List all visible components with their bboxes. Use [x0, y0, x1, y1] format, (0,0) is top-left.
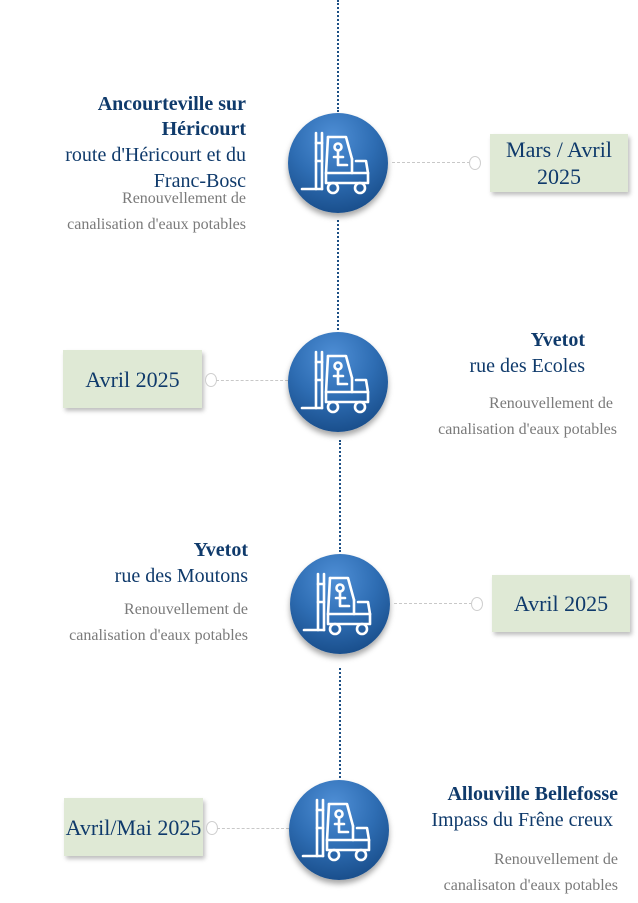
- timeline-item-4-text: [405, 782, 618, 833]
- city-name: Ancourteville sur Héricourt: [97, 93, 246, 140]
- street-name: Impass du Frêne creux: [431, 809, 613, 831]
- timeline-item-2-text: [420, 328, 585, 379]
- forklift-icon: [300, 344, 376, 420]
- date-badge: Mars / Avril 2025: [490, 134, 628, 192]
- work-description: Renouvellement de canalisation d'eaux potables: [69, 601, 248, 644]
- city-name: Allouville Bellefosse: [447, 783, 618, 805]
- city-name: Yvetot: [530, 329, 585, 351]
- timeline-line: [337, 0, 339, 112]
- timeline-line: [339, 440, 341, 552]
- forklift-icon: [302, 566, 378, 642]
- connector-knob: [471, 597, 483, 611]
- timeline-item-3-text: [48, 538, 248, 649]
- timeline-marker: [289, 780, 389, 880]
- timeline-line: [337, 220, 339, 330]
- work-description: Renouvellement de canalisation d'eaux potables: [438, 395, 617, 438]
- connector-line: [217, 828, 289, 829]
- connector-line: [394, 603, 472, 604]
- connector-knob: [469, 156, 481, 170]
- work-description: Renouvellement de canalisaton d'eaux potables: [443, 851, 618, 894]
- timeline-marker: [290, 554, 390, 654]
- connector-line: [216, 380, 288, 381]
- timeline-item-1-text: [46, 92, 246, 238]
- date-badge: Avril 2025: [492, 575, 630, 632]
- work-description: Renouvellement de canalisation d'eaux potables: [67, 190, 246, 233]
- timeline-marker: [288, 332, 388, 432]
- street-name: rue des Ecoles: [469, 355, 585, 377]
- forklift-icon: [301, 792, 377, 868]
- timeline-line: [339, 668, 341, 778]
- street-name: route d'Héricourt et du Franc-Bosc: [65, 144, 246, 192]
- timeline-marker: [288, 113, 388, 213]
- date-badge: Avril 2025: [63, 350, 202, 408]
- street-name: rue des Moutons: [114, 565, 248, 587]
- date-badge: Avril/Mai 2025: [64, 798, 203, 856]
- city-name: Yvetot: [193, 539, 248, 561]
- connector-line: [392, 162, 470, 163]
- forklift-icon: [300, 125, 376, 201]
